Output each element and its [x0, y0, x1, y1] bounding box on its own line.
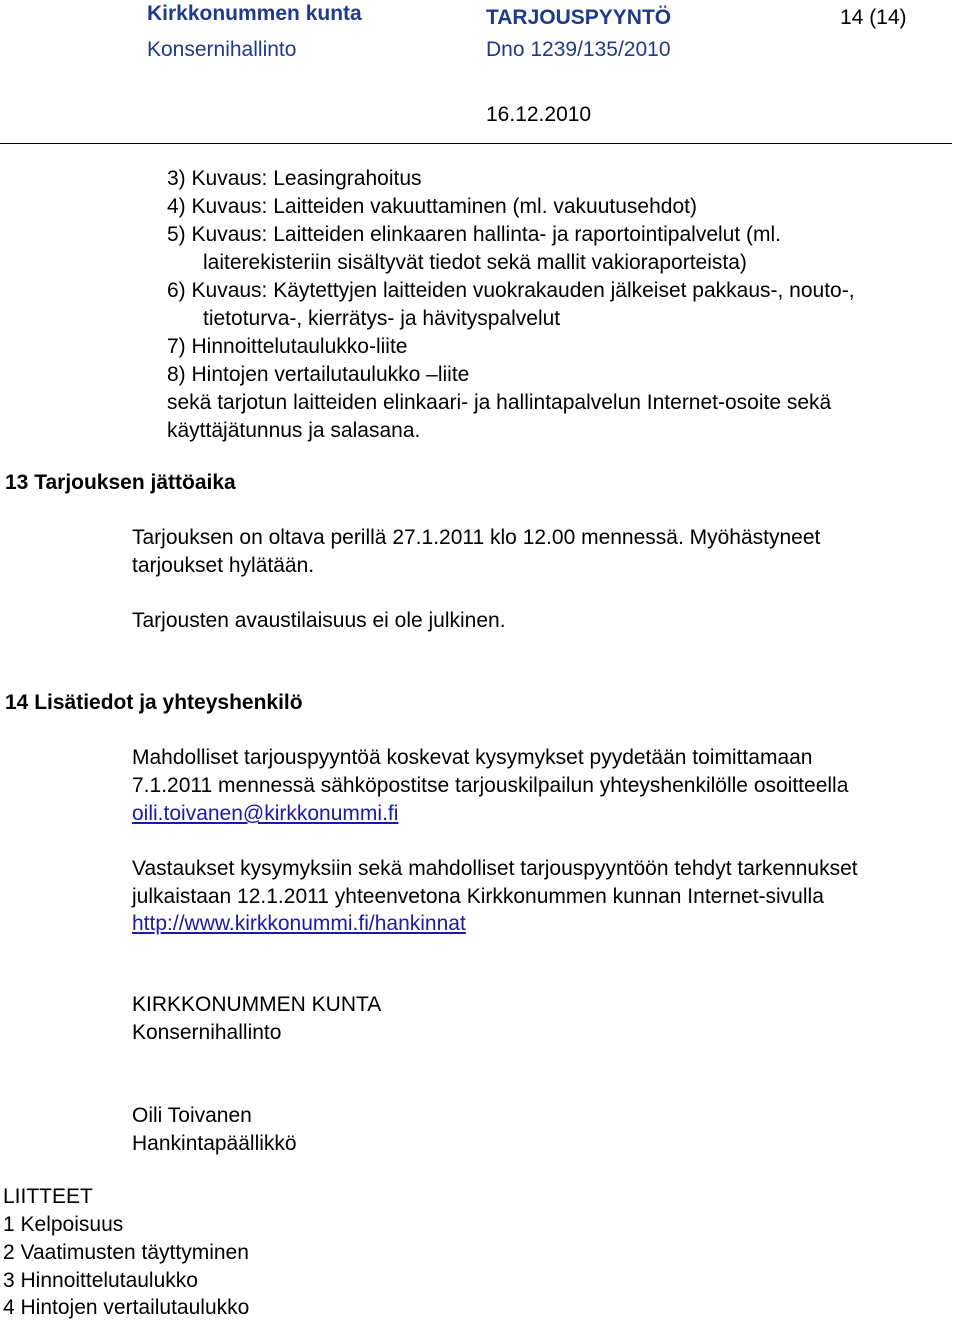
header-date: 16.12.2010	[486, 103, 592, 126]
section-14-paragraph-1-continued: 7.1.2011 mennessä sähköpostitse tarjouskilpailun yhteyshenkilölle osoitteella	[132, 774, 849, 797]
attachment-item: 1 Kelpoisuus	[3, 1213, 124, 1236]
attachment-item: 2 Vaatimusten täyttyminen	[3, 1241, 249, 1264]
procurement-website-link[interactable]: http://www.kirkkonummi.fi/hankinnat	[132, 912, 466, 935]
header-department: Konsernihallinto	[147, 38, 297, 61]
list-tail-line-1: sekä tarjotun laitteiden elinkaari- ja hallintapalvelun Internet-osoite sekä	[167, 391, 832, 414]
section-14-heading: 14 Lisätiedot ja yhteyshenkilö	[5, 691, 303, 714]
section-14-paragraph-1: Mahdolliset tarjouspyyntöä koskevat kysymykset pyydetään toimittamaan	[132, 746, 813, 769]
section-13-heading: 13 Tarjouksen jättöaika	[5, 471, 236, 494]
list-item-5: 5) Kuvaus: Laitteiden elinkaaren hallinta- ja raportointipalvelut (ml.	[167, 223, 782, 246]
list-item-7: 7) Hinnoittelutaulukko-liite	[167, 335, 408, 358]
list-item-8: 8) Hintojen vertailutaulukko –liite	[167, 363, 470, 386]
list-item-6-continued: tietoturva-, kierrätys- ja hävityspalvelut	[203, 307, 561, 330]
section-13-paragraph-1: Tarjouksen on oltava perillä 27.1.2011 klo 12.00 mennessä. Myöhästyneet	[132, 526, 821, 549]
attachment-item: 3 Hinnoittelutaulukko	[3, 1269, 198, 1292]
section-13-paragraph-1-continued: tarjoukset hylätään.	[132, 554, 315, 577]
attachment-item: 4 Hintojen vertailutaulukko	[3, 1296, 250, 1319]
section-13-paragraph-2: Tarjousten avaustilaisuus ei ole julkinen.	[132, 609, 506, 632]
list-item-3: 3) Kuvaus: Leasingrahoitus	[167, 167, 422, 190]
header-document-type: TARJOUSPYYNTÖ	[486, 6, 672, 29]
contact-email-link[interactable]: oili.toivanen@kirkkonummi.fi	[132, 802, 399, 825]
header-organization: Kirkkonummen kunta	[147, 2, 362, 25]
signature-department: Konsernihallinto	[132, 1021, 282, 1044]
signatory-title: Hankintapäällikkö	[132, 1132, 297, 1155]
header-dno: Dno 1239/135/2010	[486, 38, 671, 61]
header-page-number: 14 (14)	[840, 6, 907, 29]
section-14-paragraph-2-continued: julkaistaan 12.1.2011 yhteenvetona Kirkkonummen kunnan Internet-sivulla	[132, 885, 824, 908]
list-tail-line-2: käyttäjätunnus ja salasana.	[167, 419, 421, 442]
list-item-5-continued: laiterekisteriin sisältyvät tiedot sekä mallit vakioraporteista)	[203, 251, 747, 274]
list-item-6: 6) Kuvaus: Käytettyjen laitteiden vuokrakauden jälkeiset pakkaus-, nouto-,	[167, 279, 855, 302]
signatory-name: Oili Toivanen	[132, 1104, 252, 1127]
list-item-4: 4) Kuvaus: Laitteiden vakuuttaminen (ml. vakuutusehdot)	[167, 195, 697, 218]
header-divider	[0, 143, 952, 144]
attachments-heading: LIITTEET	[3, 1185, 93, 1208]
signature-organization: KIRKKONUMMEN KUNTA	[132, 993, 382, 1016]
section-14-paragraph-2: Vastaukset kysymyksiin sekä mahdolliset tarjouspyyntöön tehdyt tarkennukset	[132, 857, 858, 880]
